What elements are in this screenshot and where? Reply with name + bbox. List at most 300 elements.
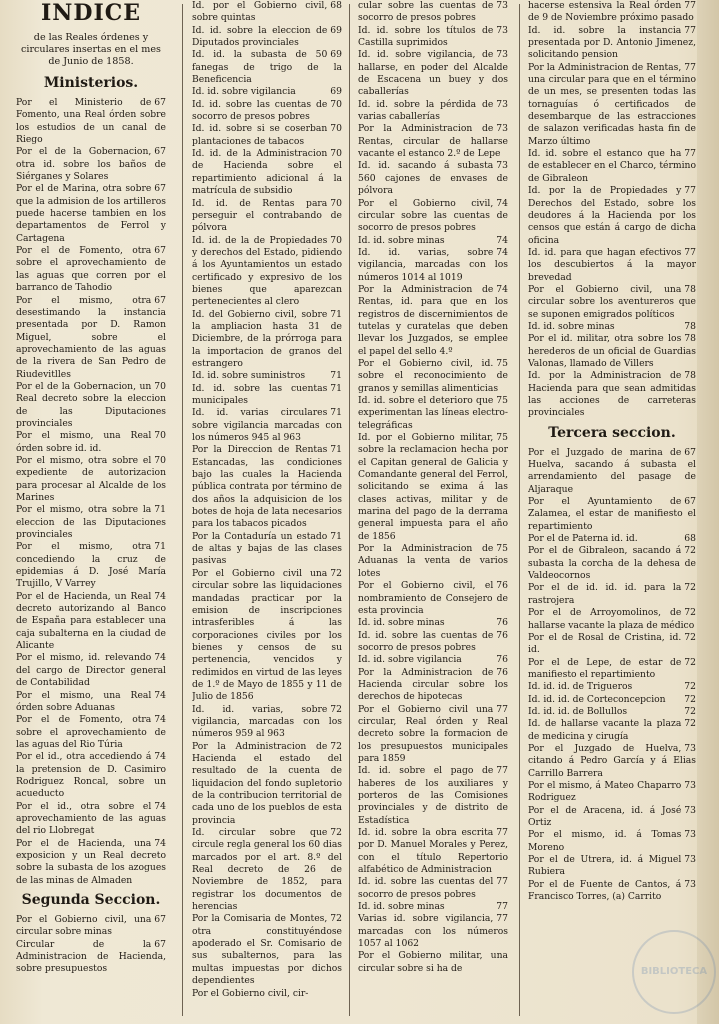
entry-text: Id. id. sobre la obra escrita por D. Manuel Morales y Perez, con el título Repertorio alfabético de Administracion — [358, 827, 508, 876]
entry-text: Por el id. militar, otra sobre los herederos de un oficial de Guardias Valonas, llamado de Villers — [528, 333, 696, 369]
entry-text: Id. id. id. de Corteconcepcion — [528, 693, 666, 705]
index-entry — [528, 879, 696, 904]
index-entry — [358, 235, 508, 247]
index-entry — [192, 531, 342, 568]
index-entry — [528, 706, 696, 718]
index-entry — [528, 533, 696, 545]
entry-text: Por el Gobierno civil, el nombramiento de Consejero de esta provincia — [358, 580, 508, 616]
entry-text: Por el de Gibraleon, sacando á subasta la corcha de la dehesa de Valdeocornos — [528, 545, 696, 582]
entry-text: cular sobre las cuentas de socorro de presos pobres — [358, 0, 494, 24]
page-number: 70 — [154, 430, 166, 442]
index-entry — [192, 235, 342, 309]
page-number: 70 — [330, 197, 342, 209]
index-entry — [358, 160, 508, 197]
index-entry — [192, 49, 342, 86]
page-number: 78 — [684, 320, 696, 332]
entry-text: Id. id. sobre la instancia presentada por D. Antonio Jimenez, solicitando pension — [528, 24, 696, 61]
entry-text: Por el de Fomento, otra sobre el aprovechamiento de las aguas del Rio Túria — [16, 714, 166, 750]
entry-text: Por la Direccion de Rentas Estancadas, las condiciones bajo las cuales la Hacienda pública contrata por término de dos años la adquisicion de los botes de hoja de lata necesarios para los tabacos picados — [192, 444, 342, 530]
index-entry — [16, 914, 166, 939]
entry-text: Por la Administracion de Hacienda circular sobre los derechos de hipotecas — [358, 666, 508, 703]
entry-text: Id. por el Gobierno civil, sobre quintas — [192, 0, 328, 24]
entry-text: Varias id. sobre vigilancia, marcadas con los números 1057 al 1062 — [358, 913, 508, 950]
page-number: 75 — [496, 432, 508, 444]
page-number: 77 — [684, 0, 696, 11]
entry-text: Por la Administracion de Rentas, una circular para que en el término de un mes, se presenten todas las tornaguías ó certificados de desembarque de las estracciones de salazon verificadas hasta fin de Marzo último — [528, 61, 696, 147]
entry-text: Id. id. sobre la eleccion de Diputados provinciales — [192, 24, 328, 49]
column-divider — [182, 4, 183, 1016]
entry-text: Por la Comisaria de Montes, otra constituyéndose apoderado el Sr. Comisario de sus subalternos, para las multas impuestas por dichos dependientes — [192, 913, 342, 987]
entry-text: Por la Administracion de Hacienda el estado del resultado de la cuenta de liquidacion del fondo supletorio de la contribucion territorial de cada uno de los pueblos de esta provincia — [192, 740, 342, 826]
entry-text: Id. id. de la de Propiedades y derechos del Estado, pidiendo á los Ayuntamientos un estado certificado y expresivo de los bienes que aparezcan pertenecientes al clero — [192, 234, 342, 308]
page-number: 70 — [330, 234, 342, 246]
library-stamp: BIBLIOTECA — [632, 930, 716, 1014]
entry-text: Por el Ministerio de Fomento, una Real órden sobre los estudios de un canal de Riego — [16, 97, 166, 146]
page-number: 77 — [496, 765, 508, 777]
entry-text: Por el Juzgado de Huelva, citando á Pedro García y á Elias Carrillo Barrera — [528, 742, 696, 779]
index-entry — [192, 704, 342, 741]
page-number: 75 — [496, 357, 508, 369]
entry-text: Id. id. id. de Bollullos — [528, 705, 628, 717]
entry-text: Id. id. de la Administracion de Hacienda sobre el repartimiento adicional á la matrícula de subsidio — [192, 148, 342, 197]
section-title-segunda: Segunda Seccion. — [21, 892, 161, 908]
index-entry — [528, 681, 696, 693]
entry-text: Por el mismo, otra concediendo la cruz de epidemias á D. José María Trujillo, V Varrey — [16, 541, 166, 590]
entry-text: Id. por la de Propiedades y Derechos del Estado, sobre los deudores á la Hacienda por los censos que están á cargo de dicha oficina — [528, 185, 696, 246]
entry-text: Id. id. varias, sobre vigilancia, marcadas con los números 959 al 963 — [192, 703, 342, 740]
index-entry — [358, 543, 508, 580]
column-divider — [349, 4, 350, 1016]
index-entry — [528, 607, 696, 632]
index-entry — [16, 97, 166, 146]
index-entry — [16, 541, 166, 590]
page-number: 72 — [684, 545, 696, 557]
page-number: 74 — [154, 714, 166, 726]
index-entry — [16, 183, 166, 245]
index-entry — [528, 333, 696, 370]
page-number: 72 — [684, 631, 696, 643]
page-number: 73 — [684, 742, 696, 754]
page-number: 68 — [684, 533, 696, 545]
page-number: 74 — [154, 652, 166, 664]
page-number: 77 — [496, 913, 508, 925]
index-entry — [528, 185, 696, 247]
page-number: 75 — [496, 395, 508, 406]
page-number: 71 — [330, 444, 342, 456]
page-number: 67 — [684, 446, 696, 458]
page-number: 72 — [684, 705, 696, 717]
section-title-tercera: Tercera seccion. — [548, 424, 676, 441]
entry-text: Id. id. sobre el estanco que ha de establecer en el Charco, término de Gibraleon — [528, 148, 696, 184]
entry-list — [528, 0, 696, 420]
entry-text: Por el de la Gobernacion, otra id. sobre los baños de Siérganes y Solares — [16, 146, 166, 183]
page-number: 76 — [496, 580, 508, 592]
page-number: 71 — [154, 504, 166, 516]
page-number: 72 — [330, 703, 342, 715]
entry-text: Por el Gobierno civil, id. sobre el reconocimiento de granos y semillas alimenticias — [358, 357, 508, 394]
index-entry — [192, 99, 342, 124]
entry-text: Id. por el Gobierno militar, sobre la reclamacion hecha por el Capitan general de Galicia y Comandante general del Ferrol, solicitando se exima á las clases activas, militar y de marina del pago de la derrama general impuesta para el año de 1856 — [358, 432, 508, 542]
index-entry — [192, 148, 342, 197]
entry-text: Por el mismo, otra sobre el expediente de autorizacion para procesar al Alcalde de los Marines — [16, 454, 166, 503]
entry-text: Id. id. sobre minas — [358, 617, 445, 629]
page-number: 69 — [330, 49, 342, 61]
page-number: 70 — [330, 123, 342, 135]
page-number: 67 — [154, 914, 166, 925]
index-entry — [528, 447, 696, 496]
index-entry — [528, 545, 696, 582]
index-entry — [16, 652, 166, 689]
page-number: 74 — [496, 283, 508, 295]
page-number: 67 — [154, 183, 166, 195]
index-entry — [528, 632, 696, 657]
page-number: 77 — [496, 703, 508, 715]
index-entry — [192, 407, 342, 444]
index-entry — [358, 198, 508, 235]
page-number: 74 — [154, 689, 166, 701]
entry-text: Por el Gobierno civil una circular, Real órden y Real decreto sobre la formacion de los presupuestos municipales para 1859 — [358, 703, 508, 764]
index-entry — [16, 838, 166, 887]
entry-text: hacerse estensiva la Real órden de 9 de Noviembre próximo pasado — [528, 0, 694, 24]
index-entry — [528, 657, 696, 682]
index-entry — [16, 714, 166, 751]
entry-text: Por el Juzgado de marina de Huelva, sacando á subasta el arrendamiento del pasage de Aljaraque — [528, 446, 696, 495]
entry-text: Por el Gobierno civil, cir- — [192, 987, 309, 999]
page-number: 77 — [684, 185, 696, 197]
entry-text: Por el de Marina, otra sobre que la admision de los artilleros puede hacerse tambien en los departamentos de Ferrol y Cartagena — [16, 183, 166, 244]
index-entry — [192, 827, 342, 913]
index-entry — [528, 805, 696, 830]
entry-text: Por el de Utrera, id. á Miguel Rubiera — [528, 854, 682, 878]
index-entry — [16, 939, 166, 976]
page-number: 73 — [496, 24, 508, 36]
index-entry — [192, 568, 342, 704]
page-number: 70 — [330, 98, 342, 110]
index-entry — [192, 383, 342, 408]
page-number: 78 — [684, 370, 696, 382]
index-entry — [358, 654, 508, 666]
document-subtitle: de las Reales órdenes y circulares insertas en el mes de Junio de 1858. — [21, 32, 161, 67]
index-entry — [16, 455, 166, 504]
index-entry — [358, 667, 508, 704]
entry-text: Por el de Paterna id. id. — [528, 533, 638, 545]
entry-text: Id. id. la subasta de 50 fanegas de trigo de la Beneficencia — [192, 49, 342, 86]
index-entry — [192, 741, 342, 827]
entry-text: Id. id. de Rentas para perseguir el contrabando de pólvora — [192, 197, 342, 234]
entry-text: Por el Ayuntamiento de Zalamea, el estar de manifiesto el repartimiento — [528, 496, 696, 532]
entry-text: Por el mismo, id. relevando del cargo de Director general de Contabilidad — [16, 652, 166, 689]
index-entry — [16, 751, 166, 800]
entry-text: Id. id. sobre vigilancia — [358, 654, 462, 666]
entry-text: Por el de la Gobernacion, un Real decreto sobre la eleccion de las Diputaciones provinciales — [16, 380, 166, 429]
page-number: 72 — [684, 656, 696, 668]
index-entry — [358, 25, 508, 50]
index-entry — [358, 247, 508, 284]
entry-text: Por el Gobierno militar, una circular sobre si ha de — [358, 950, 508, 974]
entry-text: Id. circular sobre que circule regla general los 60 dias marcados por el art. 8.º del Real decreto de 26 de Noviembre de 1852, para registrar los documentos de herencias — [192, 827, 342, 913]
entry-text: Por el de Hacienda, una exposicion y un Real decreto sobre la subasta de los azogues de las minas de Almaden — [16, 837, 166, 886]
page-number: 72 — [684, 718, 696, 730]
page-number: 74 — [496, 246, 508, 258]
index-entry — [358, 765, 508, 827]
page-number: 75 — [496, 543, 508, 555]
index-entry — [192, 988, 342, 1000]
page-number: 69 — [330, 24, 342, 36]
index-entry — [192, 370, 342, 382]
index-entry — [16, 591, 166, 653]
index-entry — [358, 704, 508, 766]
page-number: 70 — [154, 380, 166, 392]
index-entry — [192, 309, 342, 371]
page-number: 73 — [496, 98, 508, 110]
page-number: 72 — [330, 740, 342, 752]
entry-text: Id. id. sacando á subasta 560 cajones de envases de pólvora — [358, 160, 508, 197]
entry-text: Id. id. id. de Trigueros — [528, 681, 633, 693]
index-entry — [358, 950, 508, 975]
index-entry — [528, 694, 696, 706]
entry-text: Por el mismo, id. á Tomas Moreno — [528, 829, 682, 853]
index-entry — [528, 0, 696, 25]
section-title-ministerios: Ministerios. — [43, 75, 139, 91]
page-edge — [697, 0, 719, 1024]
index-entry — [358, 99, 508, 124]
page-number: 67 — [154, 245, 166, 257]
page-number: 78 — [684, 333, 696, 345]
index-entry — [358, 49, 508, 98]
entry-text: Por el mismo, una Real órden sobre id. id. — [16, 430, 152, 454]
page-number: 77 — [496, 901, 508, 913]
entry-text: Id. del Gobierno civil, sobre la ampliacion hasta 31 de Diciembre, de la prórroga para la importacion de granos del estrangero — [192, 308, 342, 369]
entry-text: Id. id. sobre minas — [358, 234, 445, 246]
page-number: 73 — [496, 160, 508, 172]
entry-text: Id. id. para que hagan efectivos los descubiertos á la mayor brevedad — [528, 246, 696, 283]
page-number: 70 — [330, 148, 342, 160]
index-entry — [528, 321, 696, 333]
page-number: 71 — [154, 541, 166, 553]
index-entry — [358, 580, 508, 617]
page-number: 74 — [496, 197, 508, 209]
index-entry — [16, 430, 166, 455]
index-entry — [528, 829, 696, 854]
entry-text: Id. id. sobre minas — [528, 320, 615, 332]
entry-text: Por el Gobierno civil una circular sobre las liquidaciones mandadas practicar por la emision de inscripciones intrasferibles á las corporaciones civiles por los bienes y censos de su pertenencia, vencidos y redimidos en virtud de las leyes de 1.º de Mayo de 1855 y 11 de Julio de 1856 — [192, 567, 342, 703]
entry-list — [16, 914, 166, 976]
index-entry — [528, 582, 696, 607]
page-number: 77 — [684, 246, 696, 258]
entry-text: Id. id. varias circulares sobre vigilancia marcadas con los números 945 al 963 — [192, 407, 342, 444]
index-entry — [528, 370, 696, 419]
page-number: 76 — [496, 629, 508, 641]
entry-text: Por el Gobierno civil, circular sobre las cuentas de socorro de presos pobres — [358, 197, 508, 234]
page-number: 72 — [330, 913, 342, 925]
page-number: 78 — [684, 283, 696, 295]
page-number: 74 — [154, 800, 166, 812]
index-entry — [528, 247, 696, 284]
entry-text: Id. id. sobre las cuentas del socorro de presos pobres — [358, 876, 494, 900]
page-number: 71 — [330, 370, 342, 382]
column-1 — [16, 0, 166, 1024]
entry-text: Por el de Rosal de Cristina, id. id. — [528, 631, 682, 656]
index-entry — [192, 123, 342, 148]
index-entry — [192, 86, 342, 98]
entry-text: Por el Gobierno civil, una circular sobre minas — [16, 914, 152, 938]
page-number: 71 — [330, 530, 342, 542]
entry-text: Id. id. sobre si se coserban plantaciones de tabacos — [192, 123, 328, 147]
index-entry — [192, 913, 342, 987]
entry-text: Id. id. sobre la pérdida de varias caballerías — [358, 98, 494, 123]
entry-text: Por la Administracion de Rentas, circular de hallarse vacante el estanco 2.º de Lepe — [358, 123, 508, 160]
page-number: 77 — [684, 24, 696, 36]
page-number: 72 — [330, 827, 342, 839]
entry-list — [358, 0, 508, 975]
entry-text: Por el mismo, otra desestimando la instancia presentada por D. Ramon Miguel, sobre el aprovechamiento de las aguas de la rivera de San Pedro de Riudevitlles — [16, 294, 166, 380]
page-number: 77 — [496, 827, 508, 839]
index-entry — [16, 295, 166, 381]
index-entry — [358, 913, 508, 950]
entry-text: Por el de Fomento, otra sobre el aprovechamiento de las aguas que corren por el barranco de Tahodio — [16, 245, 166, 294]
entry-text: Id. id. sobre minas — [358, 901, 445, 913]
page-number: 68 — [330, 0, 342, 11]
index-entry — [528, 496, 696, 533]
entry-text: Id. id. sobre el pago de haberes de los auxiliares y porteros de las Comisiones provinciales y de distrito de Estadística — [358, 765, 508, 826]
entry-text: Por el id., otra sobre el aprovechamiento de las aguas del rio Llobregat — [16, 800, 166, 837]
index-entry — [16, 381, 166, 430]
entry-text: Id. por la Administracion de Hacienda para que sean admitidas las acciones de carreteras provinciales — [528, 370, 696, 419]
index-entry — [192, 444, 342, 530]
entry-text: Id. id. sobre las cuentas de socorro de presos pobres — [192, 98, 328, 123]
page-number: 67 — [154, 294, 166, 306]
page-number: 73 — [496, 0, 508, 11]
entry-text: Por el de Fuente de Cantos, á Francisco Torres, (a) Carrito — [528, 878, 682, 903]
page-number: 72 — [684, 607, 696, 619]
entry-list — [192, 0, 342, 1000]
entry-text: Por el mismo, á Mateo Chaparro Rodriguez — [528, 779, 682, 804]
index-entry — [358, 432, 508, 543]
page-number: 69 — [330, 86, 342, 98]
entry-text: Por el de Hacienda, un Real decreto autorizando al Banco de España para establecer una caja subalterna en la ciudad de Alicante — [16, 590, 166, 652]
entry-text: Por el de id. id. id. para la rastrojera — [528, 582, 682, 606]
index-entry — [358, 617, 508, 629]
page-number: 74 — [154, 751, 166, 763]
entry-list — [16, 97, 166, 887]
column-4 — [528, 0, 696, 1024]
page-number: 71 — [330, 308, 342, 320]
index-entry — [358, 876, 508, 901]
page-number: 72 — [684, 681, 696, 693]
page-number: 67 — [154, 146, 166, 158]
page-number: 76 — [496, 654, 508, 666]
entry-text: Por el id., otra accediendo á la pretension de D. Casimiro Rodriguez Roncal, sobre un acueducto — [16, 751, 166, 800]
index-entry — [358, 827, 508, 876]
entry-text: Por el de Aracena, id. á José Ortiz — [528, 804, 682, 828]
column-3 — [358, 0, 508, 1024]
entry-text: Id. id. sobre suministros — [192, 370, 306, 382]
entry-text: Id. id. sobre las cuentas de socorro de presos pobres — [358, 629, 494, 653]
index-entry — [358, 284, 508, 358]
page-number: 71 — [330, 382, 342, 394]
index-entry — [16, 690, 166, 715]
page-number: 67 — [154, 938, 166, 950]
page-number: 67 — [684, 496, 696, 508]
page-number: 73 — [684, 829, 696, 841]
index-entry — [16, 245, 166, 294]
entry-text: Id. id. sobre los títulos de Castilla suprimidos — [358, 24, 494, 49]
index-entry — [192, 0, 342, 25]
index-entry — [528, 780, 696, 805]
page-number: 71 — [330, 407, 342, 419]
index-entry — [358, 901, 508, 913]
index-entry — [358, 0, 508, 25]
entry-text: Por la Administracion de Rentas, id. para que en los registros de discernimientos de tutelas y curatelas que deben llevar los Juzgados, se emplee el papel del sello 4.º — [358, 283, 508, 357]
document-title: INDICE — [40, 0, 142, 26]
entry-text: Por el mismo, otra sobre la eleccion de las Diputaciones provinciales — [16, 504, 166, 541]
index-entry — [16, 146, 166, 183]
entry-text: Por el Gobierno civil, una circular sobre los aventureros que se suponen emigrados políticos — [528, 283, 696, 320]
entry-text: Por el de Arroyomolinos, de hallarse vacante la plaza de médico — [528, 607, 695, 631]
page-number: 72 — [684, 693, 696, 705]
index-entry — [16, 504, 166, 541]
page-number: 73 — [684, 854, 696, 866]
page-number: 73 — [684, 804, 696, 816]
index-entry — [528, 62, 696, 148]
index-entry — [358, 358, 508, 395]
index-entry — [192, 198, 342, 235]
index-entry — [358, 123, 508, 160]
page-number: 77 — [684, 61, 696, 73]
index-entry — [192, 25, 342, 50]
page-number: 74 — [154, 590, 166, 602]
index-entry — [358, 630, 508, 655]
entry-text: Id. de hallarse vacante la plaza de medicina y cirugía — [528, 718, 682, 742]
page-number: 76 — [496, 666, 508, 678]
page-number: 74 — [154, 837, 166, 849]
page-number: 72 — [330, 567, 342, 579]
column-divider — [519, 4, 520, 1016]
page-number: 76 — [496, 617, 508, 629]
index-entry — [528, 284, 696, 321]
entry-text: Por el de Lepe, de estar de manifiesto el repartimiento — [528, 656, 682, 680]
index-entry — [528, 743, 696, 780]
page-number: 72 — [684, 582, 696, 594]
page-number: 77 — [684, 148, 696, 160]
entry-text: Id. id. sobre el deterioro que experimentan las líneas electro-telegráficas — [358, 395, 508, 431]
page-number: 73 — [496, 123, 508, 135]
index-entry — [528, 148, 696, 185]
entry-text: Por el mismo, una Real órden sobre Aduanas — [16, 689, 152, 713]
index-entry — [528, 718, 696, 743]
index-entry — [16, 801, 166, 838]
entry-text: Id. id. sobre vigilancia, de hallarse, en poder del Alcalde de Escacena un buey y dos caballerías — [358, 49, 508, 98]
page-number: 74 — [496, 234, 508, 246]
page-number: 67 — [154, 97, 166, 108]
page-number: 73 — [684, 779, 696, 791]
page-number: 73 — [496, 49, 508, 61]
entry-text: Id. id. varias, sobre vigilancia, marcadas con los números 1014 al 1019 — [358, 246, 508, 283]
entry-text: Id. id. sobre vigilancia — [192, 86, 296, 98]
entry-text: Por la Contaduría un estado de altas y bajas de las clases pasivas — [192, 530, 342, 567]
entry-list — [528, 447, 696, 904]
entry-text: Por la Administracion de Aduanas la venta de varios lotes — [358, 543, 508, 579]
page-number: 77 — [496, 876, 508, 888]
entry-text: Circular de la Administracion de Hacienda, sobre presupuestos — [16, 938, 166, 975]
index-entry — [358, 395, 508, 432]
index-entry — [528, 854, 696, 879]
page-number: 73 — [684, 878, 696, 890]
column-2 — [192, 0, 342, 1024]
index-entry — [528, 25, 696, 62]
entry-text: Id. id. sobre las cuentas municipales — [192, 382, 328, 406]
page-number: 70 — [154, 454, 166, 466]
